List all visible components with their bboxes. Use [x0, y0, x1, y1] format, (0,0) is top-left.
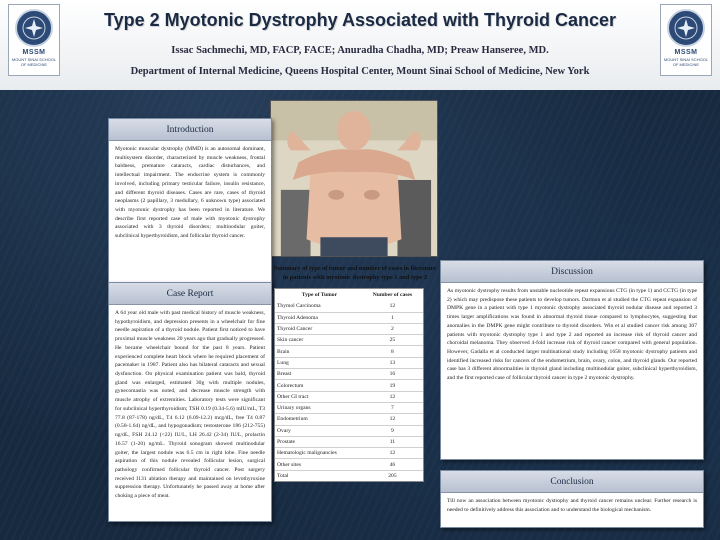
case-count-cell: 7: [391, 405, 394, 412]
table-body: [274, 288, 424, 482]
table-row: [275, 379, 423, 390]
table-row: [275, 436, 423, 447]
case-count-cell: 19: [389, 382, 396, 389]
table-row: [275, 368, 423, 379]
table-row: [275, 345, 423, 356]
table-row: [275, 323, 423, 334]
tumor-type-cell: Skin cancer: [277, 337, 304, 344]
case-report-heading: Case Report: [109, 283, 271, 305]
discussion-panel: [440, 260, 704, 460]
tumor-type-cell: Urinary organs: [277, 405, 311, 412]
tumor-type-cell: Hematologic malignancies: [277, 450, 337, 457]
poster-header: [0, 0, 720, 90]
poster-affiliation: Department of Internal Medicine, Queens Hospital Center, Mount Sinai School of Medicine, New York: [130, 66, 590, 77]
mssm-logo-left: [8, 4, 60, 76]
tumor-type-cell: Endometrium: [277, 416, 308, 423]
table-row: [275, 402, 423, 413]
mssm-logo-right: [660, 4, 712, 76]
case-count-cell: 11: [389, 439, 396, 445]
case-count-cell: 2: [391, 326, 394, 333]
table-row: [275, 458, 423, 469]
case-count-cell: 12: [389, 416, 396, 423]
case-count-cell: 16: [389, 371, 396, 378]
seal-icon: [667, 9, 705, 47]
tumor-type-cell: Ovary: [277, 427, 291, 434]
table-header-row: [275, 289, 423, 300]
header-type-of-tumor: Type of Tumor: [301, 291, 338, 298]
discussion-text: As myotonic dystrophy results from unstable nucleotide repeat expansions CTG (in type 1) and CCTG (in type 2) which may predispose these patients to develop tumors. Darmon et al studied the CTG repeat expansion of DMPK gene in a patient with type 1 myotonic dystrophy associated thyroid nodular disease and reported 3 times larger amplifications was found in abnormal thyroid tissue compared to lymphocytes, suggesting that anomalies in the DMPK gene might contribute to thyroid disorders. Win et al studied cancer risk among 307 patients with myotonic dystrophy type 1 and type 2 and reported an increase risk of thyroid cancer and choroidal melanoma. They observed 4-fold increase risk of thyroid cancer compared with general population. However, Gadalla et al conducted larger multinational study including 1658 myotonic dystrophy patients and identified increased risks for cancers of the endometrium, brain, ovary, colon, and thyroid glands. Our reported case has 3 different abnormalities in thyroid gland including multinodular goiter, subclinical hyperthyroidism, and the first reported case of follicular thyroid cancer in type 2 myotonic dystrophy.: [447, 288, 697, 382]
case-count-cell: 13: [389, 359, 396, 366]
case-count-cell: 9: [391, 427, 394, 434]
patient-photo: [270, 100, 438, 257]
tumor-type-cell: Thyroid Cancer: [277, 326, 313, 333]
table-row: [275, 300, 423, 311]
case-count-cell: 12: [389, 302, 396, 309]
logo-wordmark: MSSM: [674, 49, 698, 56]
tumor-type-cell: Thymol Carcinoma: [277, 302, 321, 309]
table-row: [275, 425, 423, 436]
introduction-panel: [108, 118, 272, 288]
tumor-type-cell: Total: [277, 472, 289, 479]
case-report-text: A 64 year old male with past medical history of muscle weakness, hypothyroidism, and depression presents in a wheelchair for fine needle aspiration of a thyroid nodule. Patient first noticed to have proximal muscle weakness 20 years ago that gradually progressed. He became wheelchair bound for the past 8 years. Patient experienced complete heart block where he required placement of pacemaker in 1987. Patient also has bilateral cataracts and sexual dysfunction. On physical examination patient was bald, thyroid gland was enlarged, estimated 30g with multiple nodules, gynecomastia was noted, and decrease muscle strength with muscle atrophy of extremities. Laboratory tests were significant for subclinical hyperthyroidism; TSH 0.19 (0.34-5.6) mIU/mL, T3 77.8 (87-178) ng/dL, T4 6.12 (6.09-12.2) mcg/dL, free T4 0.87 (0.58-1.64) ng/dL, and hypogonadism; testosterone 186 (212-755) ng/dL, FSH 24.12 (<22) IU/L, LH 26.42 (2-34) IU/L, prolactin 16.57 (1-20) ng/mL. Thyroid sonogram showed multinodular goiter, the largest nodule was 6.5 cm in right lobe. Fine needle aspiration of this nodule revealed follicular lesion, surgical pathology confirmed follicular thyroid cancer. Post surgery received I131 ablation therapy and maintained on levothyroxine suppression therapy. Unfortunately he passed away at home after choking a piece of meat.: [115, 310, 265, 500]
case-count-cell: 12: [389, 450, 396, 457]
header-number-of-cases: Number of cases: [372, 291, 413, 298]
tumor-type-cell: Breast: [277, 371, 292, 378]
discussion-heading: Discussion: [441, 261, 703, 283]
logo-subtitle: MOUNT SINAI SCHOOL OF MEDICINE: [11, 57, 57, 67]
table-row: [275, 470, 423, 481]
introduction-heading: Introduction: [109, 119, 271, 141]
case-count-cell: 1: [391, 314, 394, 321]
table-caption: Summary of type of tumor and number of cases in literature in patients with myotonic dystrophy type 1 and type 2: [274, 265, 436, 281]
conclusion-text: Till now an association between myotonic dystrophy and thyroid cancer remains unclear. Further research is needed to definitively address this association and to understand the biological mechanism.: [447, 498, 697, 513]
conclusion-heading: Conclusion: [441, 471, 703, 493]
tumor-type-cell: Other sites: [277, 461, 302, 468]
conclusion-panel: [440, 470, 704, 528]
tumor-type-cell: Thyroid Adenoma: [277, 314, 318, 321]
case-report-panel: [108, 282, 272, 522]
tumor-type-cell: Brain: [277, 348, 290, 355]
table-rows: [275, 300, 423, 481]
table-row: [275, 334, 423, 345]
seal-icon: [15, 9, 53, 47]
case-count-cell: 8: [391, 348, 394, 355]
poster-authors: Issac Sachmechi, MD, FACP, FACE; Anuradha Chadha, MD; Preaw Hanseree, MD.: [171, 45, 549, 56]
tumor-type-cell: Other GI tract: [277, 393, 309, 400]
tumor-type-cell: Colorectum: [277, 382, 304, 389]
logo-subtitle: MOUNT SINAI SCHOOL OF MEDICINE: [663, 57, 709, 67]
case-count-cell: 12: [389, 393, 396, 400]
introduction-text: Myotonic muscular dystrophy (MMD) is an autosomal dominant, multisystem disorder, characterized by muscle weakness, frontal baldness, premature cataracts, cardiac disturbances, and intellectual impairment. The endocrine system is commonly involved, including primary testicular failure, insulin resistance, and different thyroid diseases. Cases are rare, cases of thyroid neoplasms (2 papillary, 3 medullary, 6 unknown type) associated with myotonic dystrophy has been reported in literature. We describe first reported case of male with myotonic dystrophy associated with 3 thyroid disorders; multinodular goiter, subclinical hyperthyroidism, and follicular thyroid cancer.: [115, 146, 265, 240]
poster-title: Type 2 Myotonic Dystrophy Associated with Thyroid Cancer: [103, 10, 617, 30]
tumor-summary-table: [272, 265, 438, 522]
table-row: [275, 413, 423, 424]
tumor-type-cell: Prostate: [277, 439, 296, 445]
case-count-cell: 46: [389, 461, 396, 468]
table-row: [275, 391, 423, 402]
table-row: [275, 312, 423, 323]
table-row: [275, 357, 423, 368]
tumor-type-cell: Lung: [277, 359, 289, 366]
table-row: [275, 447, 423, 458]
case-count-cell: 25: [389, 337, 396, 344]
case-count-cell: 205: [388, 472, 397, 479]
logo-wordmark: MSSM: [22, 49, 46, 56]
